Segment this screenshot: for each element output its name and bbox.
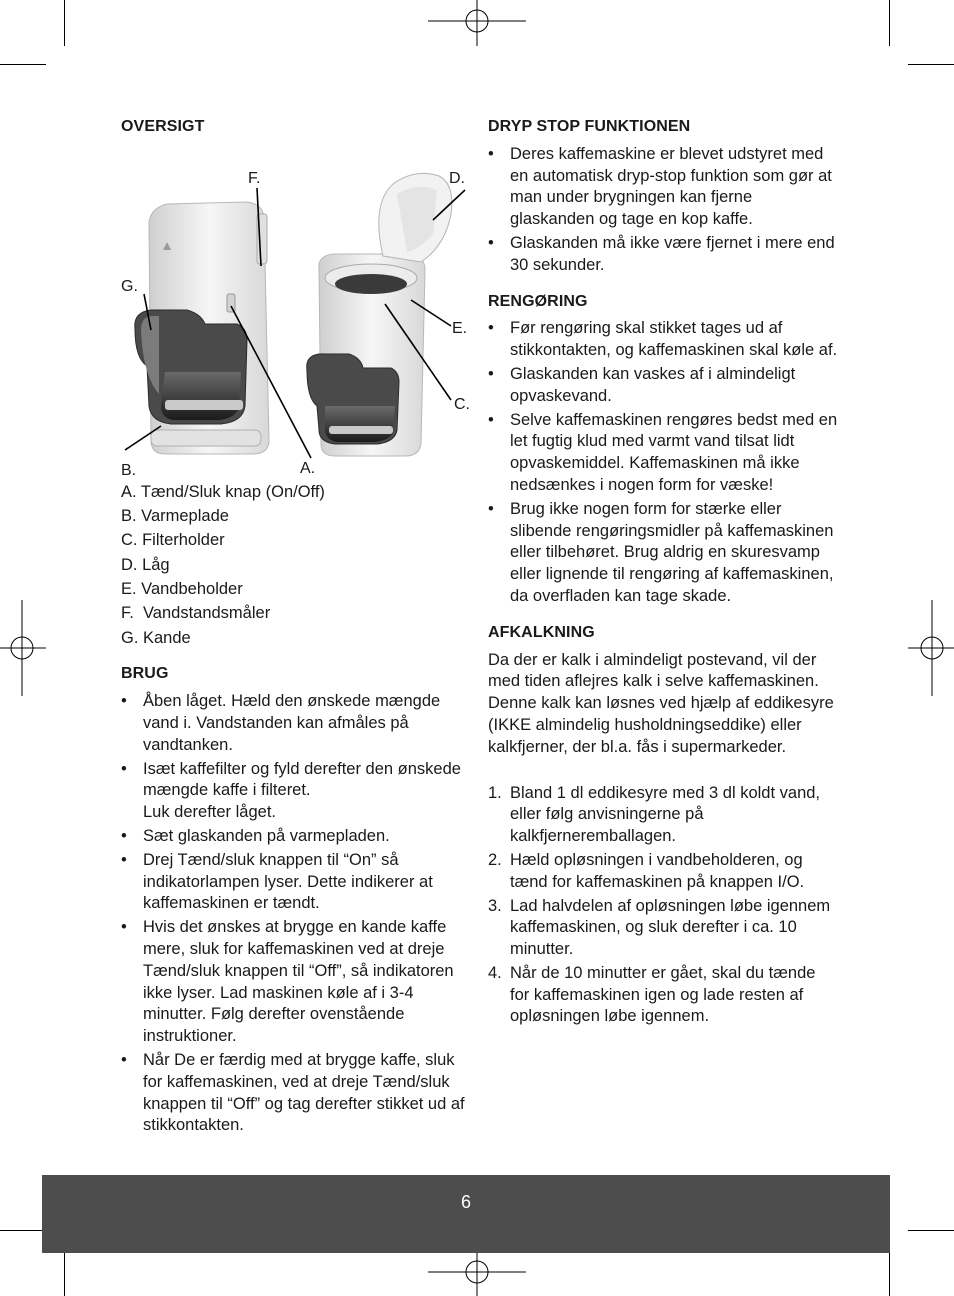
left-column: [121, 116, 471, 1139]
registration-mark-right: [906, 600, 954, 696]
parts-list-item: B. Varmeplade: [121, 507, 229, 526]
descaling-step: [488, 783, 838, 848]
usage-list: [121, 691, 471, 1137]
cleaning-list-item: • Selve kaffemaskinen rengøres bedst med en let fugtig klud med varmt vand tilsat lidt opvaskemiddel. Kaffemaskinen må ikke nedsænkes i nogen form for væske!: [488, 410, 838, 497]
step-text: Hæld opløsningen i vandbeholderen, og tænd for kaffemaskinen på knappen I/O.: [510, 850, 805, 891]
step-text: Bland 1 dl eddikesyre med 3 dl koldt vand, eller følg anvisningerne på kalkfjerneremballagen.: [510, 783, 821, 846]
step-number: 2.: [488, 850, 502, 869]
usage-heading: BRUG: [121, 665, 169, 683]
usage-list-item: • Hvis det ønskes at brygge en kande kaffe mere, sluk for kaffemaskinen ved at dreje Tænd/sluk knappen til “Off”, så indikatoren ikke lyser. Lad maskinen køle af i 3-4 minutter. Følg derefter ovenstående instruktioner.: [121, 917, 471, 1048]
drip-stop-heading: DRYP STOP FUNKTIONEN: [488, 118, 691, 135]
step-number: 4.: [488, 963, 502, 982]
crop-mark: [889, 1250, 890, 1296]
step-text: Lad halvdelen af opløsningen løbe igennem kaffemaskinen, og sluk derefter i ca. 10 minutter.: [510, 896, 831, 959]
usage-list-item: • Åben låget. Hæld den ønskede mængde vand i. Vandstanden kan afmåles på vandtanken.: [121, 691, 471, 756]
label-e: E.: [452, 319, 468, 337]
registration-mark-top: [428, 0, 526, 48]
parts-list: [121, 482, 471, 650]
parts-list-item: G. Kande: [121, 628, 191, 647]
coffee-maker-figure: [121, 144, 471, 479]
parts-list-item: F. Vandstandsmåler: [121, 604, 271, 623]
usage-list-item: • Drej Tænd/sluk knappen til “On” så indikatorlampen lyser. Dette indikerer at kaffemaskinen er tændt.: [121, 850, 471, 915]
crop-mark: [908, 64, 954, 65]
crop-mark: [64, 1250, 65, 1296]
label-f: F.: [248, 169, 261, 187]
label-c: C.: [454, 395, 470, 413]
drip-stop-list: [488, 144, 838, 277]
label-d: D.: [449, 169, 465, 187]
crop-mark: [908, 1230, 954, 1231]
page-number: 6: [460, 1192, 471, 1212]
descaling-steps: [488, 783, 838, 1029]
parts-list-item: D. Låg: [121, 555, 170, 574]
registration-mark-bottom: [428, 1248, 526, 1296]
step-text: Når de 10 minutter er gået, skal du tænde for kaffemaskinen igen og lade resten af opløsningen løbe igennem.: [510, 963, 816, 1026]
right-column: [488, 116, 838, 1030]
descaling-step: [488, 963, 838, 1028]
usage-list-item: • Sæt glaskanden på varmepladen.: [121, 826, 471, 848]
crop-mark: [0, 64, 46, 65]
parts-list-item: C. Filterholder: [121, 531, 225, 550]
usage-list-item: • Når De er færdig med at brygge kaffe, sluk for kaffemaskinen, ved at dreje Tænd/sluk knappen til “Off” og tag derefter stikket ud af stikkontakten.: [121, 1050, 471, 1137]
parts-list-item: A. Tænd/Sluk knap (On/Off): [121, 482, 325, 501]
registration-mark-left: [0, 600, 48, 696]
label-a: A.: [300, 459, 316, 477]
crop-mark: [889, 0, 890, 46]
drip-stop-list-item: • Glaskanden må ikke være fjernet i mere end 30 sekunder.: [488, 233, 838, 277]
parts-list-item: E. Vandbeholder: [121, 579, 243, 598]
coffee-maker-illustration: [121, 144, 471, 464]
cleaning-list: [488, 318, 838, 607]
descaling-heading: AFKALKNING: [488, 623, 595, 641]
crop-mark: [0, 1230, 46, 1231]
cleaning-list-item: • Før rengøring skal stikket tages ud af stikkontakten, og kaffemaskinen skal køle af.: [488, 318, 838, 362]
cleaning-list-item: • Brug ikke nogen form for stærke eller slibende rengøringsmidler på kaffemaskinen eller tilbehøret. Brug aldrig en skuresvamp eller lignende til rengøring af kaffemaskinen, da overfladen kan tage skade.: [488, 499, 838, 608]
descaling-step: [488, 850, 838, 894]
footer-band: [42, 1175, 890, 1253]
step-number: 3.: [488, 896, 502, 915]
label-b: B.: [121, 461, 137, 479]
cleaning-list-item: • Glaskanden kan vaskes af i almindeligt opvaskevand.: [488, 364, 838, 408]
descaling-intro: Da der er kalk i almindeligt postevand, vil der med tiden aflejres kalk i selve kaffemaskinen. Denne kalk kan løsnes ved hjælp af eddikesyre (IKKE almindelig husholdningseddike) eller kalkfjerner, der bl.a. fås i supermarkeder.: [488, 650, 834, 756]
descaling-step: [488, 896, 838, 961]
step-number: 1.: [488, 783, 502, 802]
label-g: G.: [121, 277, 138, 295]
cleaning-heading: RENGØRING: [488, 292, 588, 310]
overview-heading: OVERSIGT: [121, 118, 205, 135]
drip-stop-list-item: • Deres kaffemaskine er blevet udstyret med en automatisk dryp-stop funktion som gør at man under brygningen kan fjerne glaskanden og tage en kop kaffe.: [488, 144, 838, 231]
crop-mark: [64, 0, 65, 46]
usage-list-item: • Isæt kaffefilter og fyld derefter den ønskede mængde kaffe i filteret. Luk derefter låget.: [121, 759, 471, 824]
